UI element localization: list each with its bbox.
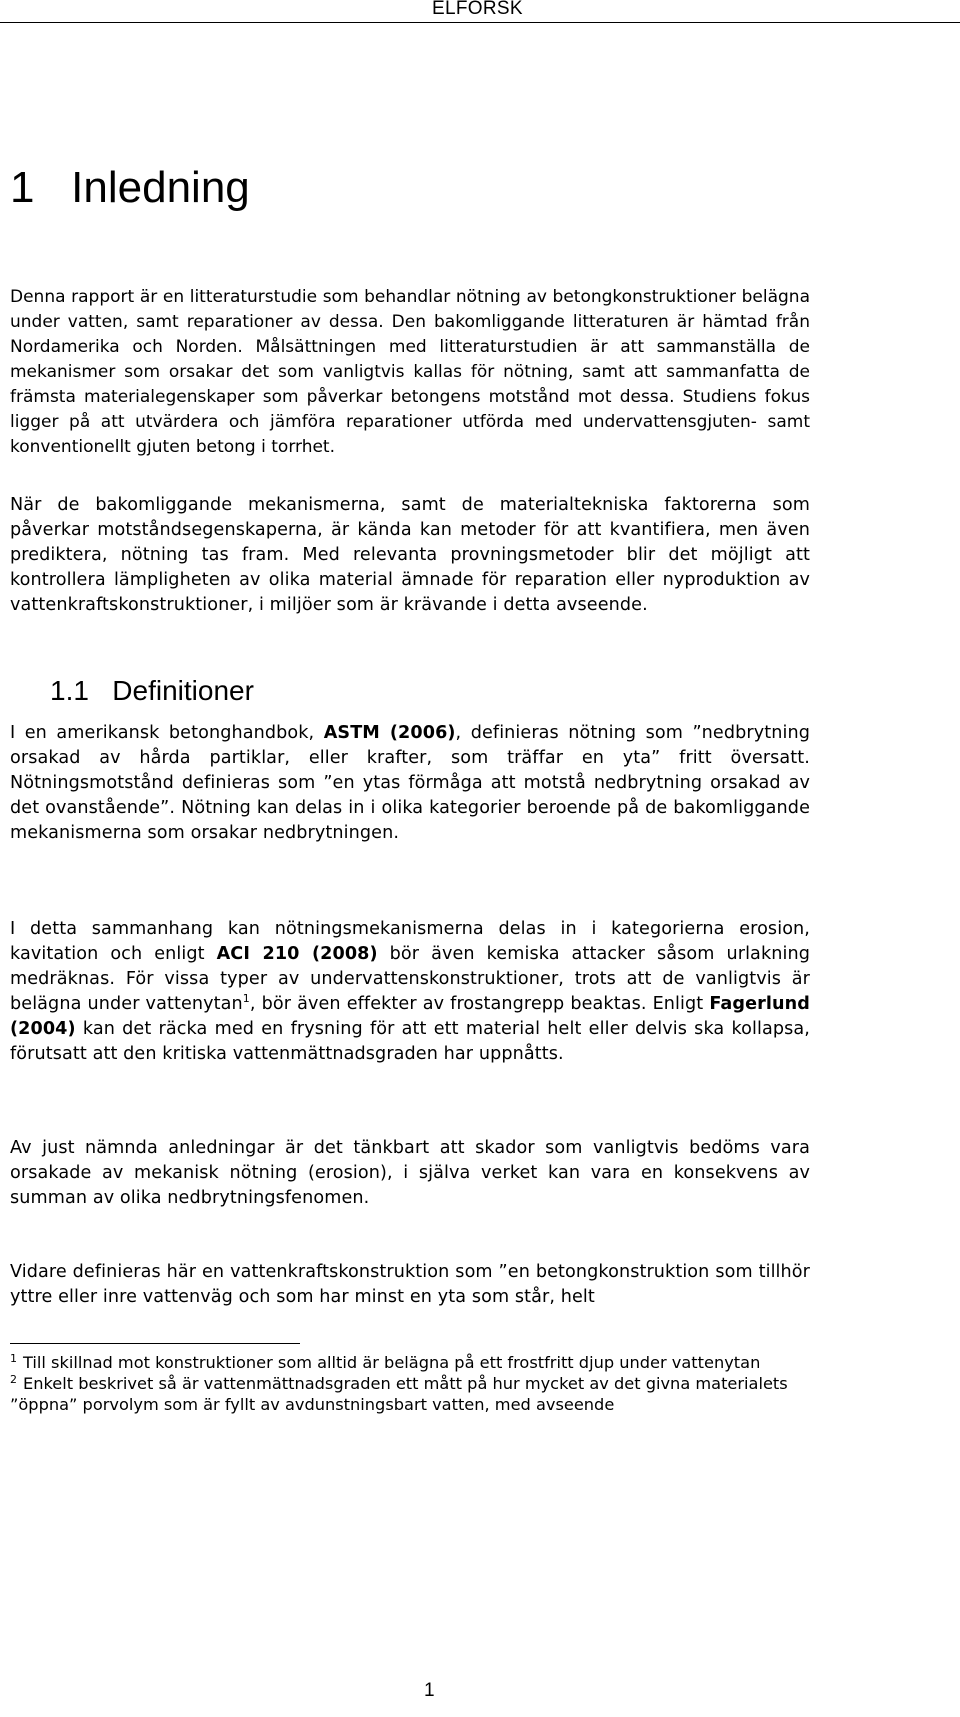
categories-paragraph — [10, 917, 810, 1067]
categories-text-1: I detta sammanhang kan nötningsmekanismerna delas in i kategorierna erosion, kavitation och enligt — [10, 919, 810, 964]
intro-paragraph: Denna rapport är en litteraturstudie som behandlar nötning av betongkonstruktioner belägna under vatten, samt reparationer av dessa. Den bakomliggande litteraturen är hämtad från Nordamerika och Norden. Målsättningen med litteraturstudien är att sammanställa de mekanismer som orsakar det som vanligtvis kallas för nötning, samt att sammanfatta de främsta materialegenskaper som påverkar betongens motstånd mot dessa. Studiens fokus ligger på att utvärdera och jämföra reparationer utförda med undervattensgjuten- samt konventionellt gjuten betong i torrhet. — [10, 287, 810, 457]
categories-text-3: , bör även effekter av frostangrepp beaktas. Enligt — [249, 994, 710, 1014]
footnote-text: Till skillnad mot konstruktioner som alltid är belägna på ett frostfritt djup under vattenytan — [23, 1353, 761, 1372]
footnote-2 — [10, 1373, 810, 1415]
footnotes — [10, 1352, 810, 1415]
footnote-ref-1[interactable]: 1 — [242, 992, 250, 1005]
chapter-heading — [10, 163, 250, 212]
mechanisms-paragraph: När de bakomliggande mekanismerna, samt de materialtekniska faktorerna som påverkar motståndsegenskaperna, är kända kan metoder för att kvantifiera, men även prediktera, nötning tas fram. Med relevanta provningsmetoder blir det möjligt att kontrollera lämpligheten av olika material ämnade för reparation eller nyproduktion av vattenkraftskonstruktioner, i miljöer som är krävande i detta avseende. — [10, 495, 810, 615]
reference-fagerlund: Fagerlund (2004) — [10, 994, 810, 1039]
reasons-paragraph: Av just nämnda anledningar är det tänkbart att skador som vanligtvis bedöms vara orsakade av mekanisk nötning (erosion), i själva verket kan vara en konsekvens av summan av olika nedbrytningsfenomen. — [10, 1138, 810, 1208]
reference-aci: ACI 210 (2008) — [216, 944, 378, 964]
page-header — [0, 0, 960, 23]
header-title: ELFORSK — [432, 0, 523, 19]
chapter-number: 1 — [10, 163, 35, 212]
section-number: 1.1 — [50, 675, 89, 706]
section-title: Definitioner — [112, 675, 254, 706]
definition-text-2: , definieras nötning som ”nedbrytning orsakad av hårda partiklar, eller krafter, som träffar en yta” fritt översatt. Nötningsmotstånd definieras som ”en ytas förmåga att motstå nedbrytning orsakad av det ovanstående”. Nötning kan delas in i olika kategorier beroende på de bakomliggande mekanismerna som orsakar nedbrytningen. — [10, 723, 810, 843]
categories-text-4: kan det räcka med en frysning för att ett material helt eller delvis ska kollapsa, förutsatt att den kritiska vattenmättnadsgraden har uppnåtts. — [10, 1019, 810, 1064]
footnote-separator — [10, 1343, 300, 1344]
definition-paragraph — [10, 721, 810, 846]
reference-astm: ASTM (2006) — [323, 723, 456, 743]
footnote-1 — [10, 1352, 810, 1373]
categories-text-2: bör även kemiska attacker såsom urlakning medräknas. För vissa typer av undervattenskonstruktioner, trots att de vanligtvis är belägna under vattenytan — [10, 944, 810, 1014]
section-heading — [50, 677, 254, 705]
footnote-text: Enkelt beskrivet så är vattenmättnadsgraden ett mått på hur mycket av det givna materialets ”öppna” porvolym som är fyllt av avdunstningsbart vatten, med avseende — [10, 1374, 788, 1414]
hydropower-definition-paragraph: Vidare definieras här en vattenkraftskonstruktion som ”en betongkonstruktion som tillhör yttre eller inre vattenväg och som har minst en yta som står, helt — [10, 1262, 810, 1307]
footnote-mark: 2 — [10, 1373, 17, 1386]
page-number: 1 — [424, 1680, 435, 1701]
definition-text-1: I en amerikansk betonghandbok, — [10, 723, 324, 743]
footnote-mark: 1 — [10, 1352, 17, 1365]
chapter-title: Inledning — [71, 163, 250, 212]
